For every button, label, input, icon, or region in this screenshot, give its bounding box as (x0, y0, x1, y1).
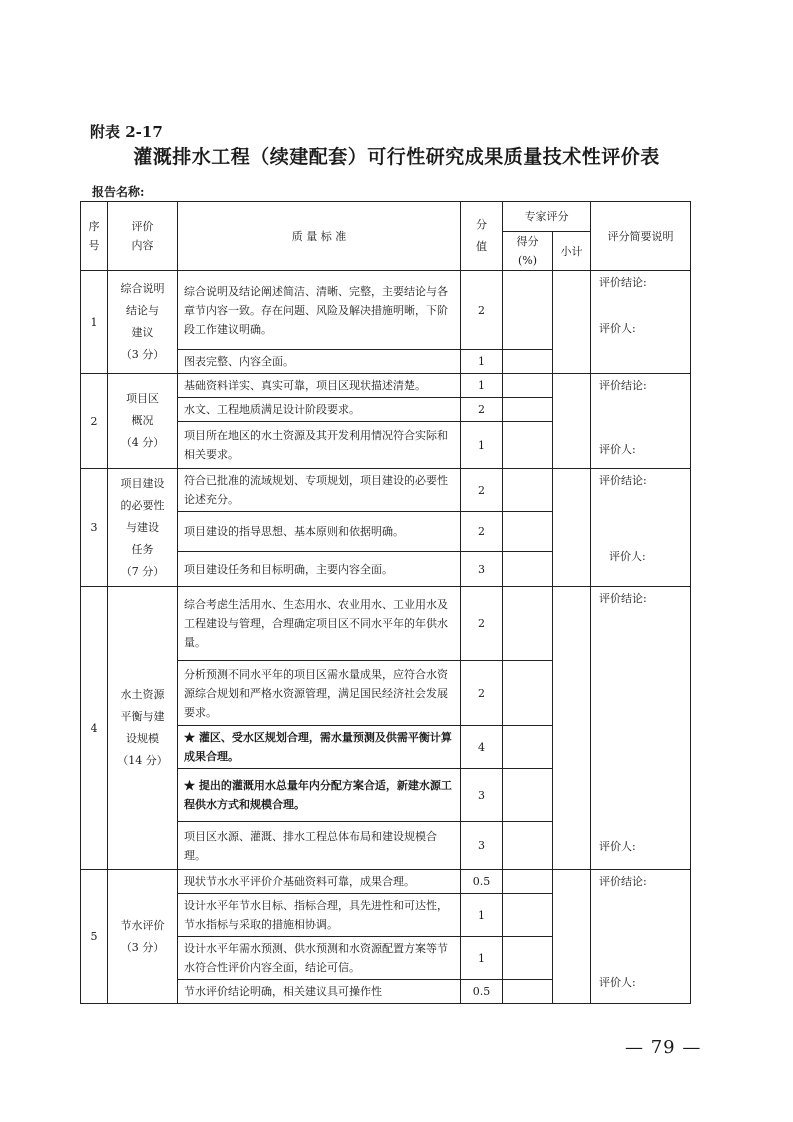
got-score-cell[interactable] (503, 350, 553, 374)
score-value: 1 (461, 374, 503, 398)
eval-conclusion-label: 评价结论: (599, 474, 647, 487)
got-score-cell[interactable] (503, 894, 553, 937)
section-content-line: 建议 (131, 326, 154, 339)
got-score-cell[interactable] (503, 422, 553, 469)
quality-standard-text: 设计水平年需水预测、供水预测和水资源配置方案等节水符合性评价内容全面，结论可信。 (184, 942, 448, 974)
quality-standard (178, 350, 461, 374)
header-seq-text: 序号 (88, 220, 100, 252)
evaluator-label: 评价人: (609, 550, 646, 563)
score-value: 1 (461, 937, 503, 980)
header-subtotal: 小计 (553, 232, 591, 271)
got-score-cell[interactable] (503, 769, 553, 822)
score-value: 2 (461, 398, 503, 422)
quality-standard-text: 项目建设任务和目标明确，主要内容全面。 (184, 562, 393, 576)
score-value: 2 (461, 512, 503, 552)
summary-cell[interactable] (591, 587, 691, 870)
quality-standard-text: 水文、工程地质满足设计阶段要求。 (184, 403, 360, 416)
quality-standard-text: 现状节水水平评价介基础资料可靠，成果合理。 (184, 875, 415, 888)
quality-standard (178, 422, 461, 469)
section-content-line: 项目区 (126, 392, 159, 405)
quality-standard (178, 552, 461, 587)
quality-standard (178, 980, 461, 1004)
section-content-line: 项目建设 (120, 476, 165, 490)
quality-standard-text: ★ 提出的灌溉用水总量年内分配方案合适，新建水源工程供水方式和规模合理。 (184, 779, 452, 811)
got-score-cell[interactable] (503, 512, 553, 552)
got-score-cell[interactable] (503, 822, 553, 870)
subtotal-cell[interactable] (553, 374, 591, 469)
quality-standard-text: 图表完整、内容全面。 (184, 355, 294, 368)
got-score-cell[interactable] (503, 374, 553, 398)
got-score-cell[interactable] (503, 870, 553, 894)
got-score-cell[interactable] (503, 980, 553, 1004)
section-content-line: 综合说明 (120, 282, 165, 295)
got-score-cell[interactable] (503, 552, 553, 587)
evaluator-label: 评价人: (599, 322, 636, 335)
quality-standard (178, 398, 461, 422)
quality-standard (178, 661, 461, 726)
got-score-cell[interactable] (503, 937, 553, 980)
score-value: 0.5 (461, 870, 503, 894)
subtotal-cell[interactable] (553, 587, 591, 870)
report-name-label: 报告名称: (92, 185, 145, 199)
table-row (81, 870, 691, 894)
score-value: 2 (461, 469, 503, 512)
appendix-number: 附表 2-17 (90, 123, 163, 141)
page-number: — 79 — (625, 1037, 702, 1058)
got-score-cell[interactable] (503, 661, 553, 726)
quality-standard (178, 822, 461, 870)
got-score-cell[interactable] (503, 587, 553, 661)
summary-cell[interactable] (591, 469, 691, 587)
score-value: 4 (461, 726, 503, 769)
subtotal-cell[interactable] (553, 469, 591, 587)
section-number: 3 (81, 469, 108, 587)
header-got-text: 得分(%) (516, 235, 539, 267)
quality-standard (178, 469, 461, 512)
quality-standard (178, 894, 461, 937)
score-value: 1 (461, 350, 503, 374)
quality-standard (178, 512, 461, 552)
section-content-line: 与建设 (126, 520, 159, 534)
quality-standard-text: 项目区水源、灌溉、排水工程总体布局和建设规模合理。 (184, 829, 437, 862)
score-value: 2 (461, 271, 503, 350)
section-content-line: 节水评价 (120, 918, 165, 932)
quality-standard-text: 综合考虑生活用水、生态用水、农业用水、工业用水及工程建设与管理，合理确定项目区不同水平年的年供水量。 (184, 598, 448, 649)
got-score-cell[interactable] (503, 398, 553, 422)
section-content (108, 870, 178, 1004)
section-content-line: （14 分） (117, 754, 168, 767)
header-got (503, 232, 553, 271)
eval-conclusion-label: 评价结论: (599, 875, 647, 888)
score-value: 3 (461, 769, 503, 822)
header-score (461, 202, 503, 271)
quality-standard-text: 分析预测不同水平年的项目区需水量成果，应符合水资源综合规划和严格水资源管理，满足国民经济社会发展要求。 (184, 667, 448, 719)
quality-standard (178, 374, 461, 398)
section-content-line: 的必要性 (120, 498, 165, 512)
section-content-line: （3 分） (120, 940, 165, 954)
quality-standard (178, 937, 461, 980)
section-content-line: 概况 (131, 414, 154, 427)
eval-conclusion-label: 评价结论: (599, 276, 647, 289)
score-value: 0.5 (461, 980, 503, 1004)
eval-conclusion-label: 评价结论: (599, 379, 647, 392)
section-content-line: （7 分） (120, 564, 165, 578)
got-score-cell[interactable] (503, 271, 553, 350)
score-value: 2 (461, 661, 503, 726)
section-content-line: （4 分） (120, 436, 165, 449)
score-value: 2 (461, 587, 503, 661)
header-content-text: 评价内容 (131, 220, 154, 252)
section-content-line: 结论与 (126, 304, 159, 317)
quality-standard (178, 271, 461, 350)
table-row (81, 469, 691, 512)
header-summary: 评分简要说明 (591, 202, 691, 271)
table-row (81, 374, 691, 398)
quality-standard (178, 870, 461, 894)
quality-standard-text: 项目所在地区的水土资源及其开发利用情况符合实际和相关要求。 (184, 429, 448, 461)
header-seq (81, 202, 108, 271)
header-expert: 专家评分 (503, 202, 591, 232)
score-value: 3 (461, 822, 503, 870)
summary-cell[interactable] (591, 374, 691, 469)
header-score-text: 分值 (476, 218, 487, 253)
header-standard: 质 量 标 准 (178, 202, 461, 271)
quality-standard-text: 基础资料详实、真实可靠，项目区现状描述清楚。 (184, 379, 426, 392)
section-content-line: 任务 (131, 542, 154, 556)
score-value: 1 (461, 422, 503, 469)
section-content (108, 374, 178, 469)
section-number: 4 (81, 587, 108, 870)
table-row (81, 271, 691, 350)
quality-standard (178, 726, 461, 769)
got-score-cell[interactable] (503, 726, 553, 769)
section-content-line: 水土资源 (120, 688, 165, 701)
section-number: 5 (81, 870, 108, 1004)
section-content (108, 469, 178, 587)
summary-cell[interactable] (591, 870, 691, 1004)
evaluation-table (80, 201, 691, 1004)
quality-standard-text: 设计水平年节水目标、指标合理，具先进性和可达性，节水指标与采取的措施相协调。 (184, 899, 448, 931)
header-content (108, 202, 178, 271)
got-score-cell[interactable] (503, 469, 553, 512)
section-content (108, 587, 178, 870)
section-content-line: （3 分） (120, 348, 165, 361)
table-row (81, 587, 691, 661)
score-value: 3 (461, 552, 503, 587)
summary-cell[interactable] (591, 271, 691, 374)
page-title: 灌溉排水工程（续建配套）可行性研究成果质量技术性评价表 (133, 146, 660, 168)
quality-standard-text: ★ 灌区、受水区规划合理，需水量预测及供需平衡计算成果合理。 (184, 731, 452, 763)
quality-standard (178, 587, 461, 661)
eval-conclusion-label: 评价结论: (599, 592, 647, 605)
quality-standard-text: 综合说明及结论阐述简洁、清晰、完整，主要结论与各章节内容一致。存在问题、风险及解决措施明晰，下阶段工作建议明确。 (184, 284, 448, 336)
section-content-line: 设规模 (126, 732, 159, 745)
subtotal-cell[interactable] (553, 271, 591, 374)
section-content (108, 271, 178, 374)
quality-standard (178, 769, 461, 822)
section-number: 2 (81, 374, 108, 469)
quality-standard-text: 符合已批准的流域规划、专项规划，项目建设的必要性论述充分。 (184, 474, 448, 506)
section-number: 1 (81, 271, 108, 374)
quality-standard-text: 项目建设的指导思想、基本原则和依据明确。 (184, 525, 404, 538)
evaluator-label: 评价人: (599, 840, 636, 853)
quality-standard-text: 节水评价结论明确，相关建议具可操作性 (184, 985, 382, 998)
evaluator-label: 评价人: (599, 976, 636, 989)
evaluator-label: 评价人: (599, 443, 636, 456)
score-value: 1 (461, 894, 503, 937)
subtotal-cell[interactable] (553, 870, 591, 1004)
section-content-line: 平衡与建 (120, 710, 165, 723)
